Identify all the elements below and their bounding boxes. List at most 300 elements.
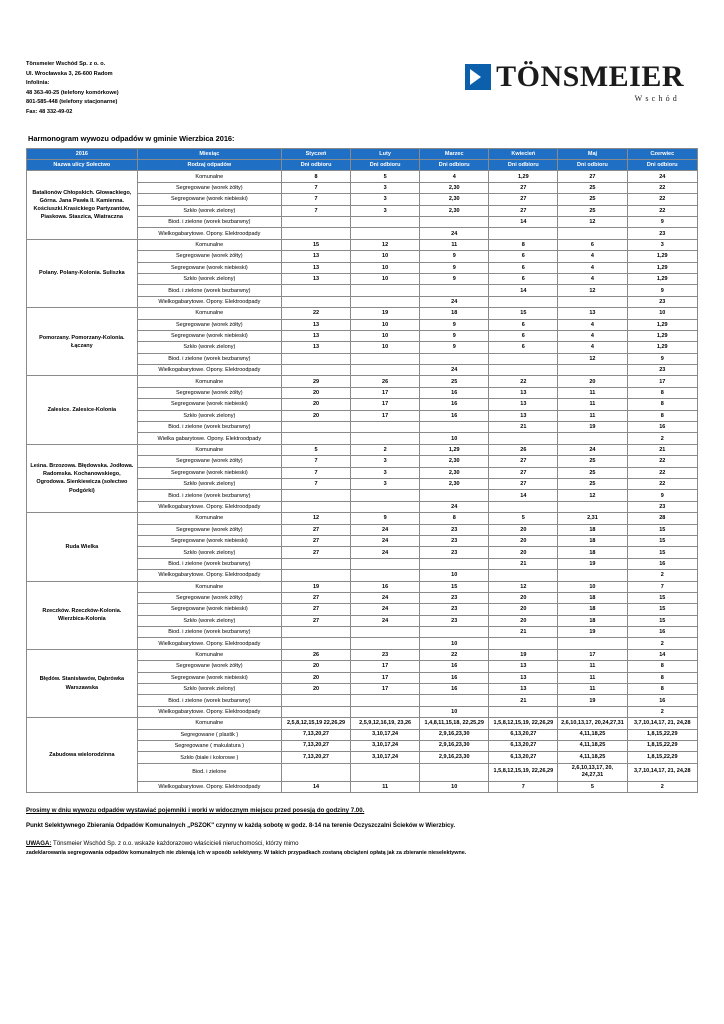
pickup-days-cell: 2	[627, 638, 698, 649]
pickup-days-cell: 20	[281, 672, 350, 683]
pickup-days-cell: 12	[558, 353, 627, 364]
area-name-cell: Polany. Polany-Kolonia. Suliszka	[27, 239, 138, 307]
pickup-days-cell: 27	[558, 171, 627, 182]
pickup-days-cell: 20	[558, 376, 627, 387]
pickup-days-cell: 10	[420, 638, 489, 649]
pickup-days-cell: 27	[489, 467, 558, 478]
header-month-february: Luty	[351, 148, 420, 159]
note-pszok: Punkt Selektywnego Zbierania Odpadów Komunalnych „PSZOK" czynny w każdą sobotę w godz. 8-14 na terenie Oczyszczalni Ścieków w Wierzbicy.	[26, 822, 456, 830]
pickup-days-cell: 27	[281, 535, 350, 546]
pickup-days-cell: 23	[627, 365, 698, 376]
pickup-days-cell: 11	[558, 661, 627, 672]
pickup-days-cell	[281, 695, 350, 706]
pickup-days-cell: 3,10,17,24	[351, 729, 420, 740]
pickup-days-cell: 21	[489, 558, 558, 569]
pickup-days-cell: 23	[420, 547, 489, 558]
pickup-days-cell: 25	[558, 182, 627, 193]
pickup-days-cell: 28	[627, 513, 698, 524]
pickup-days-cell	[351, 558, 420, 569]
note-warning-details: zadeklarowania segregowania odpadów komunalnych nie zbierają ich w sposób selektywny. W takich przypadkach zostaną obciążeni opłatą jak za zbieranie nieselektywne.	[26, 850, 467, 857]
pickup-days-cell: 7	[489, 781, 558, 792]
pickup-days-cell: 13	[281, 273, 350, 284]
header-pickup-days: Dni odbioru	[351, 160, 420, 171]
pickup-days-cell	[489, 706, 558, 717]
pickup-days-cell: 5	[558, 781, 627, 792]
pickup-days-cell: 15	[627, 615, 698, 626]
pickup-days-cell	[281, 228, 350, 239]
waste-type-cell: Segregowane ( makulatura )	[137, 740, 281, 751]
pickup-days-cell: 1,29	[627, 273, 698, 284]
pickup-days-cell	[558, 501, 627, 512]
pickup-days-cell: 27	[281, 592, 350, 603]
pickup-days-cell: 17	[351, 410, 420, 421]
pickup-days-cell: 5	[281, 444, 350, 455]
pickup-days-cell: 1,29	[627, 251, 698, 262]
pickup-days-cell: 27	[489, 456, 558, 467]
pickup-days-cell: 23	[420, 615, 489, 626]
pickup-days-cell: 16	[420, 399, 489, 410]
table-row	[27, 444, 698, 455]
waste-type-cell: Komunalne	[137, 376, 281, 387]
pickup-days-cell: 10	[420, 781, 489, 792]
pickup-days-cell: 27	[489, 194, 558, 205]
area-name-cell: Batalionów Chłopskich. Głowackiego, Górna. Jana Pawła II. Kamienna. Kościuszki.Krasickiego Partyzantów, Piaskowa. Staszica, Wiatraczna	[27, 171, 138, 239]
waste-type-cell: Komunalne	[137, 581, 281, 592]
company-line: Tönsmeier Wschód Sp. z o. o.	[26, 61, 106, 67]
pickup-days-cell: 6	[489, 251, 558, 262]
waste-type-cell: Segregowane (worek żółty)	[137, 456, 281, 467]
pickup-days-cell: 19	[558, 695, 627, 706]
pickup-days-cell	[281, 558, 350, 569]
pickup-days-cell: 22	[627, 467, 698, 478]
pickup-days-cell: 14	[281, 781, 350, 792]
company-line: Ul. Wrocławska 3, 26-600 Radom	[26, 70, 113, 77]
waste-type-cell: Wielka gabarytowe. Opony. Elektroodpady	[137, 433, 281, 444]
pickup-days-cell: 16	[627, 422, 698, 433]
table-row	[27, 581, 698, 592]
pickup-days-cell: 13	[281, 319, 350, 330]
pickup-days-cell: 6	[489, 273, 558, 284]
pickup-days-cell: 6,13,20,27	[489, 752, 558, 763]
waste-type-cell: Segregowane ( plastik )	[137, 729, 281, 740]
pickup-days-cell: 11	[351, 781, 420, 792]
pickup-days-cell: 2,5,8,12,15,19 22,26,29	[281, 718, 350, 729]
waste-type-cell: Segregowane (worek żółty)	[137, 251, 281, 262]
pickup-days-cell	[558, 570, 627, 581]
pickup-days-cell	[420, 558, 489, 569]
pickup-days-cell: 13	[489, 661, 558, 672]
pickup-days-cell: 16	[420, 410, 489, 421]
pickup-days-cell	[489, 638, 558, 649]
waste-type-cell: Szkło (worek zielony)	[137, 410, 281, 421]
pickup-days-cell: 8	[281, 171, 350, 182]
pickup-days-cell: 26	[281, 649, 350, 660]
pickup-days-cell: 1,29	[420, 444, 489, 455]
waste-type-cell: Szkło (worek zielony)	[137, 547, 281, 558]
table-header-row-subtitles	[27, 160, 698, 171]
pickup-days-cell: 9	[627, 285, 698, 296]
pickup-days-cell: 3	[351, 205, 420, 216]
pickup-days-cell: 21	[627, 444, 698, 455]
pickup-days-cell: 21	[489, 422, 558, 433]
pickup-days-cell	[351, 501, 420, 512]
pickup-days-cell: 4	[558, 273, 627, 284]
pickup-days-cell: 2,9,16,23,30	[420, 729, 489, 740]
pickup-days-cell: 2,30	[420, 478, 489, 489]
table-head	[27, 148, 698, 171]
pickup-days-cell: 9	[420, 342, 489, 353]
pickup-days-cell	[489, 570, 558, 581]
pickup-days-cell: 19	[558, 558, 627, 569]
pickup-days-cell: 11	[558, 684, 627, 695]
pickup-days-cell: 24	[351, 547, 420, 558]
pickup-days-cell	[558, 433, 627, 444]
pickup-days-cell: 2	[627, 706, 698, 717]
table-row	[27, 239, 698, 250]
waste-type-cell: Biod. i zielone (worek bezbarwny)	[137, 285, 281, 296]
pickup-days-cell: 13	[558, 308, 627, 319]
pickup-days-cell	[281, 570, 350, 581]
pickup-days-cell: 2,30	[420, 182, 489, 193]
pickup-days-cell: 15	[627, 524, 698, 535]
pickup-days-cell: 27	[281, 547, 350, 558]
pickup-days-cell: 22	[627, 194, 698, 205]
pickup-days-cell: 23	[351, 649, 420, 660]
waste-type-cell: Szkło (worek zielony)	[137, 273, 281, 284]
waste-type-cell: Komunalne	[137, 718, 281, 729]
pickup-days-cell	[558, 228, 627, 239]
pickup-days-cell	[489, 296, 558, 307]
table-row	[27, 513, 698, 524]
pickup-days-cell: 13	[489, 410, 558, 421]
pickup-days-cell: 25	[558, 456, 627, 467]
pickup-days-cell: 25	[558, 467, 627, 478]
pickup-days-cell: 2,5,9,12,16,19, 23,26	[351, 718, 420, 729]
pickup-days-cell: 20	[489, 535, 558, 546]
pickup-days-cell: 2	[627, 433, 698, 444]
pickup-days-cell: 8	[627, 661, 698, 672]
pickup-days-cell: 7	[627, 581, 698, 592]
pickup-days-cell: 6	[489, 262, 558, 273]
warning-label: UWAGA:	[26, 840, 52, 848]
waste-type-cell: Komunalne	[137, 239, 281, 250]
pickup-days-cell: 20	[489, 615, 558, 626]
waste-type-cell: Wielkogabarytowe. Opony. Elektroodpady	[137, 365, 281, 376]
pickup-days-cell: 1,4,8,11,15,18, 22,25,29	[420, 718, 489, 729]
pickup-days-cell: 22	[627, 478, 698, 489]
header-pickup-days: Dni odbioru	[558, 160, 627, 171]
waste-type-cell: Segregowane (worek niebieski)	[137, 194, 281, 205]
pickup-days-cell: 15	[420, 581, 489, 592]
company-line: 801-585-448 (telefony stacjonarne)	[26, 99, 118, 106]
pickup-days-cell: 10	[627, 308, 698, 319]
waste-type-cell: Szkło (worek zielony)	[137, 342, 281, 353]
waste-type-cell: Segregowane (worek żółty)	[137, 182, 281, 193]
pickup-days-cell: 13	[489, 672, 558, 683]
pickup-days-cell: 15	[627, 547, 698, 558]
pickup-days-cell	[281, 490, 350, 501]
document-header	[26, 56, 698, 118]
pickup-days-cell: 4	[558, 251, 627, 262]
pickup-days-cell: 16	[627, 627, 698, 638]
waste-type-cell: Biod. i zielone (worek bezbarwny)	[137, 217, 281, 228]
pickup-days-cell: 27	[489, 205, 558, 216]
pickup-days-cell	[351, 763, 420, 781]
waste-type-cell: Segregowane (worek niebieski)	[137, 604, 281, 615]
pickup-days-cell: 6,13,20,27	[489, 740, 558, 751]
header-year: 2016	[27, 148, 138, 159]
pickup-days-cell: 17	[351, 387, 420, 398]
pickup-days-cell	[351, 570, 420, 581]
pickup-days-cell: 24	[351, 592, 420, 603]
pickup-days-cell: 11	[558, 387, 627, 398]
pickup-days-cell: 25	[558, 205, 627, 216]
pickup-days-cell: 13	[281, 342, 350, 353]
pickup-days-cell: 19	[281, 581, 350, 592]
pickup-days-cell: 7	[281, 456, 350, 467]
pickup-days-cell: 11	[558, 672, 627, 683]
pickup-days-cell: 18	[420, 308, 489, 319]
triangle-play-icon	[465, 64, 491, 90]
pickup-days-cell: 7,13,20,27	[281, 729, 350, 740]
pickup-days-cell: 21	[489, 627, 558, 638]
header-street-name: Nazwa ulicy Sołectwo	[27, 160, 138, 171]
waste-type-cell: Wielkogabarytowe. Opony. Elektroodpady	[137, 638, 281, 649]
pickup-days-cell: 7	[281, 467, 350, 478]
pickup-days-cell: 25	[558, 478, 627, 489]
header-month-label: Miesiąc	[137, 148, 281, 159]
pickup-days-cell: 19	[558, 627, 627, 638]
pickup-days-cell	[281, 285, 350, 296]
pickup-days-cell: 14	[627, 649, 698, 660]
area-name-cell: Pomorzany. Pomorzany-Kolonia. Łączany	[27, 308, 138, 376]
pickup-days-cell	[489, 365, 558, 376]
pickup-days-cell: 24	[558, 444, 627, 455]
table-row	[27, 171, 698, 182]
waste-type-cell: Szkło (worek zielony)	[137, 478, 281, 489]
pickup-days-cell: 10	[351, 342, 420, 353]
pickup-days-cell: 7,13,20,27	[281, 752, 350, 763]
pickup-days-cell: 6	[558, 239, 627, 250]
pickup-days-cell: 4,11,18,25	[558, 740, 627, 751]
waste-type-cell: Segregowane (worek niebieski)	[137, 399, 281, 410]
pickup-days-cell: 24	[351, 524, 420, 535]
waste-type-cell: Biod. i zielone (worek bezbarwny)	[137, 490, 281, 501]
pickup-days-cell: 24	[351, 604, 420, 615]
pickup-days-cell: 14	[489, 217, 558, 228]
pickup-days-cell: 10	[420, 433, 489, 444]
header-month-april: Kwiecień	[489, 148, 558, 159]
pickup-days-cell: 19	[489, 649, 558, 660]
pickup-days-cell	[558, 296, 627, 307]
waste-type-cell: Segregowane (worek żółty)	[137, 661, 281, 672]
pickup-days-cell: 2	[351, 444, 420, 455]
pickup-days-cell: 27	[281, 524, 350, 535]
pickup-days-cell: 2	[627, 570, 698, 581]
pickup-days-cell: 1,8,15,22,29	[627, 752, 698, 763]
pickup-days-cell: 27	[281, 615, 350, 626]
pickup-days-cell: 26	[351, 376, 420, 387]
pickup-days-cell	[281, 706, 350, 717]
logo-row	[465, 62, 684, 92]
pickup-days-cell: 4,11,18,25	[558, 729, 627, 740]
waste-type-cell: Wielkogabarytowe. Opony. Elektroodpady	[137, 228, 281, 239]
note-put-out-bins: Prosimy w dniu wywozu odpadów wystawiać pojemniki i worki w widocznym miejscu przed posesją do godziny 7.00.	[26, 806, 365, 814]
pickup-days-cell: 8	[489, 239, 558, 250]
pickup-days-cell: 10	[351, 330, 420, 341]
logo-subtitle: Wschód	[634, 94, 680, 103]
pickup-days-cell	[281, 422, 350, 433]
pickup-days-cell: 16	[420, 672, 489, 683]
pickup-days-cell: 2	[627, 781, 698, 792]
pickup-days-cell: 3,10,17,24	[351, 740, 420, 751]
pickup-days-cell: 20	[489, 547, 558, 558]
pickup-days-cell: 25	[558, 194, 627, 205]
waste-type-cell: Segregowane (worek żółty)	[137, 524, 281, 535]
pickup-days-cell: 7	[281, 182, 350, 193]
company-line: Fax: 48 332-49-02	[26, 109, 73, 116]
table-header-row-months	[27, 148, 698, 159]
header-pickup-days: Dni odbioru	[627, 160, 698, 171]
pickup-days-cell: 13	[281, 262, 350, 273]
pickup-days-cell: 15	[281, 239, 350, 250]
pickup-days-cell: 7	[281, 205, 350, 216]
company-line: 48 363-40-25 (telefony komórkowe)	[26, 89, 119, 96]
pickup-days-cell: 3	[351, 467, 420, 478]
pickup-days-cell: 9	[627, 490, 698, 501]
pickup-days-cell: 29	[281, 376, 350, 387]
area-name-cell: Zalesice. Zalesice-Kolonia	[27, 376, 138, 444]
waste-type-cell: Segregowane (worek niebieski)	[137, 330, 281, 341]
pickup-days-cell	[558, 706, 627, 717]
pickup-days-cell: 2,30	[420, 467, 489, 478]
pickup-days-cell: 2,30	[420, 194, 489, 205]
pickup-days-cell: 2,30	[420, 456, 489, 467]
pickup-days-cell: 9	[420, 273, 489, 284]
pickup-days-cell: 16	[351, 581, 420, 592]
pickup-days-cell: 1,29	[489, 171, 558, 182]
pickup-days-cell: 7,13,20,27	[281, 740, 350, 751]
note-warning	[26, 839, 698, 848]
waste-type-cell: Wielkogabarytowe. Opony. Elektroodpady	[137, 570, 281, 581]
waste-type-cell: Biod. i zielone (worek bezbarwny)	[137, 422, 281, 433]
pickup-days-cell: 6,13,20,27	[489, 729, 558, 740]
pickup-days-cell: 17	[351, 399, 420, 410]
header-month-june: Czerwiec	[627, 148, 698, 159]
pickup-days-cell: 14	[489, 285, 558, 296]
pickup-days-cell: 1,5,8,12,15,19, 22,26,29	[489, 763, 558, 781]
pickup-days-cell	[351, 706, 420, 717]
waste-type-cell: Segregowane (worek niebieski)	[137, 262, 281, 273]
header-pickup-days: Dni odbioru	[489, 160, 558, 171]
waste-type-cell: Wielkogabarytowe. Opony. Elektroodpady	[137, 501, 281, 512]
pickup-days-cell: 1,8,15,22,29	[627, 740, 698, 751]
pickup-days-cell: 14	[489, 490, 558, 501]
pickup-days-cell: 1,29	[627, 319, 698, 330]
pickup-days-cell	[351, 365, 420, 376]
waste-type-cell: Segregowane (worek żółty)	[137, 592, 281, 603]
header-month-march: Marzec	[420, 148, 489, 159]
pickup-days-cell	[281, 501, 350, 512]
waste-type-cell: Biod. i zielone (worek bezbarwny)	[137, 627, 281, 638]
pickup-days-cell: 2,6,10,13,17, 20,24,27,31	[558, 718, 627, 729]
pickup-days-cell: 3,7,10,14,17, 21, 24,28	[627, 718, 698, 729]
pickup-days-cell: 13	[489, 399, 558, 410]
pickup-days-cell: 24	[351, 615, 420, 626]
waste-type-cell: Szkło (worek zielony)	[137, 684, 281, 695]
pickup-days-cell: 12	[558, 217, 627, 228]
pickup-days-cell: 8	[627, 684, 698, 695]
area-name-cell: Zabudowa wielorodzinna	[27, 718, 138, 793]
pickup-days-cell: 9	[420, 319, 489, 330]
pickup-days-cell: 10	[351, 273, 420, 284]
pickup-days-cell: 10	[351, 262, 420, 273]
waste-type-cell: Komunalne	[137, 308, 281, 319]
pickup-days-cell	[420, 695, 489, 706]
waste-type-cell: Szkło (worek zielony)	[137, 615, 281, 626]
pickup-days-cell: 20	[281, 399, 350, 410]
pickup-days-cell: 24	[420, 501, 489, 512]
pickup-days-cell: 16	[627, 558, 698, 569]
pickup-days-cell: 21	[489, 695, 558, 706]
pickup-days-cell: 17	[627, 376, 698, 387]
pickup-days-cell: 23	[627, 501, 698, 512]
pickup-days-cell: 4	[558, 319, 627, 330]
header-waste-type: Rodzaj odpadów	[137, 160, 281, 171]
pickup-days-cell: 5	[489, 513, 558, 524]
pickup-days-cell: 3	[351, 478, 420, 489]
pickup-days-cell	[281, 638, 350, 649]
header-pickup-days: Dni odbioru	[281, 160, 350, 171]
pickup-days-cell: 1,29	[627, 330, 698, 341]
waste-type-cell: Biod. i zielone	[137, 763, 281, 781]
pickup-days-cell	[351, 638, 420, 649]
pickup-days-cell: 20	[281, 387, 350, 398]
waste-type-cell: Segregowane (worek żółty)	[137, 387, 281, 398]
pickup-days-cell: 3,7,10,14,17, 21, 24,28	[627, 763, 698, 781]
page-title: Harmonogram wywozu odpadów w gminie Wierzbica 2016:	[28, 133, 235, 143]
pickup-days-cell: 3	[351, 182, 420, 193]
table-body	[27, 171, 698, 793]
pickup-days-cell: 20	[281, 684, 350, 695]
pickup-days-cell: 8	[627, 387, 698, 398]
pickup-days-cell: 22	[627, 182, 698, 193]
warning-text: Tönsmeier Wschód Sp. z o.o. wskaże każdorazowo właścicieli nieruchomości, którzy mimo	[51, 840, 299, 848]
pickup-days-cell: 23	[627, 228, 698, 239]
pickup-days-cell: 23	[420, 535, 489, 546]
pickup-days-cell: 18	[558, 592, 627, 603]
pickup-days-cell: 22	[627, 205, 698, 216]
pickup-days-cell	[420, 763, 489, 781]
pickup-days-cell: 7	[281, 194, 350, 205]
company-line: Infolinia:	[26, 80, 50, 87]
pickup-days-cell: 18	[558, 547, 627, 558]
pickup-days-cell: 15	[489, 308, 558, 319]
pickup-days-cell: 12	[489, 581, 558, 592]
pickup-days-cell	[420, 217, 489, 228]
pickup-days-cell: 24	[351, 535, 420, 546]
table-row	[27, 649, 698, 660]
pickup-days-cell: 2,31	[558, 513, 627, 524]
waste-collection-schedule-table	[26, 148, 698, 793]
pickup-days-cell: 8	[627, 399, 698, 410]
pickup-days-cell	[489, 228, 558, 239]
pickup-days-cell: 27	[489, 478, 558, 489]
pickup-days-cell: 19	[351, 308, 420, 319]
waste-type-cell: Komunalne	[137, 171, 281, 182]
pickup-days-cell: 27	[281, 604, 350, 615]
waste-type-cell: Szkło (białe i kolorowe )	[137, 752, 281, 763]
